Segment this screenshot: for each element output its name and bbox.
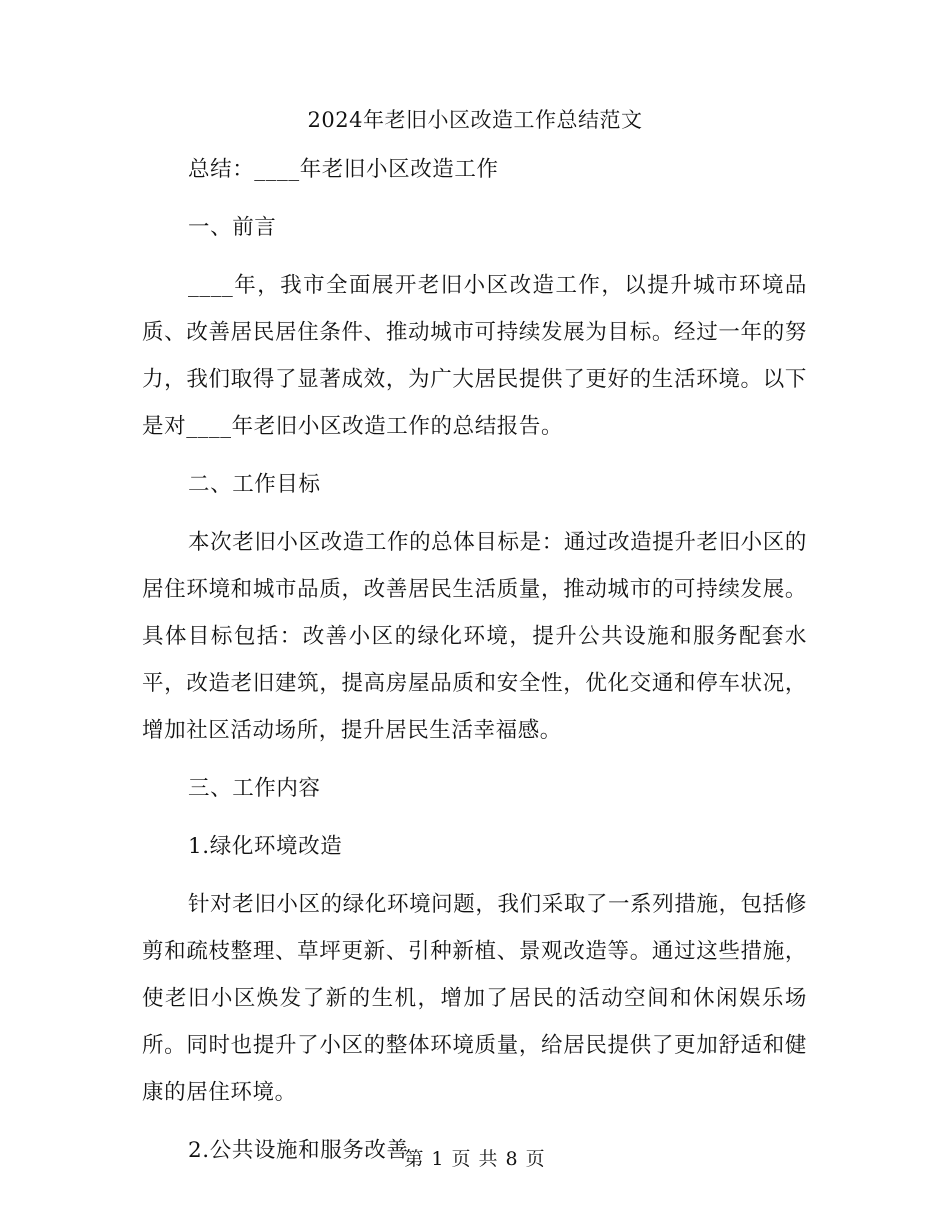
paragraph-goals: 本次老旧小区改造工作的总体目标是：通过改造提升老旧小区的居住环境和城市品质，改善居民生活质量，推动城市的可持续发展。具体目标包括：改善小区的绿化环境，提升公共设施和服务配套水平，改造老旧建筑，提高房屋品质和安全性，优化交通和停车状况，增加社区活动场所，提升居民生活幸福感。 — [142, 530, 807, 743]
section-heading-preface: 一、前言 — [188, 215, 277, 240]
subheading-greening: 1.绿化环境改造 — [188, 834, 343, 859]
summary-line: 总结：____年老旧小区改造工作 — [188, 157, 499, 182]
document-body — [142, 146, 807, 1185]
paragraph-preface: ____年，我市全面展开老旧小区改造工作，以提升城市环境品质、改善居民居住条件、推动城市可持续发展为目标。经过一年的努力，我们取得了显著成效，为广大居民提供了更好的生活环境。以下是对____年老旧小区改造工作的总结报告。 — [142, 273, 807, 439]
subheading-public-facilities: 2.公共设施和服务改善 — [188, 1138, 409, 1163]
section-heading-content: 三、工作内容 — [188, 776, 321, 801]
page-footer: 第 1 页 共 8 页 — [404, 1148, 546, 1170]
document-title: 2024年老旧小区改造工作总结范文 — [307, 108, 643, 132]
paragraph-greening: 针对老旧小区的绿化环境问题，我们采取了一系列措施，包括修剪和疏枝整理、草坪更新、引种新植、景观改造等。通过这些措施，使老旧小区焕发了新的生机，增加了居民的活动空间和休闲娱乐场所。同时也提升了小区的整体环境质量，给居民提供了更加舒适和健康的居住环境。 — [142, 892, 807, 1105]
section-heading-goals: 二、工作目标 — [188, 472, 321, 497]
